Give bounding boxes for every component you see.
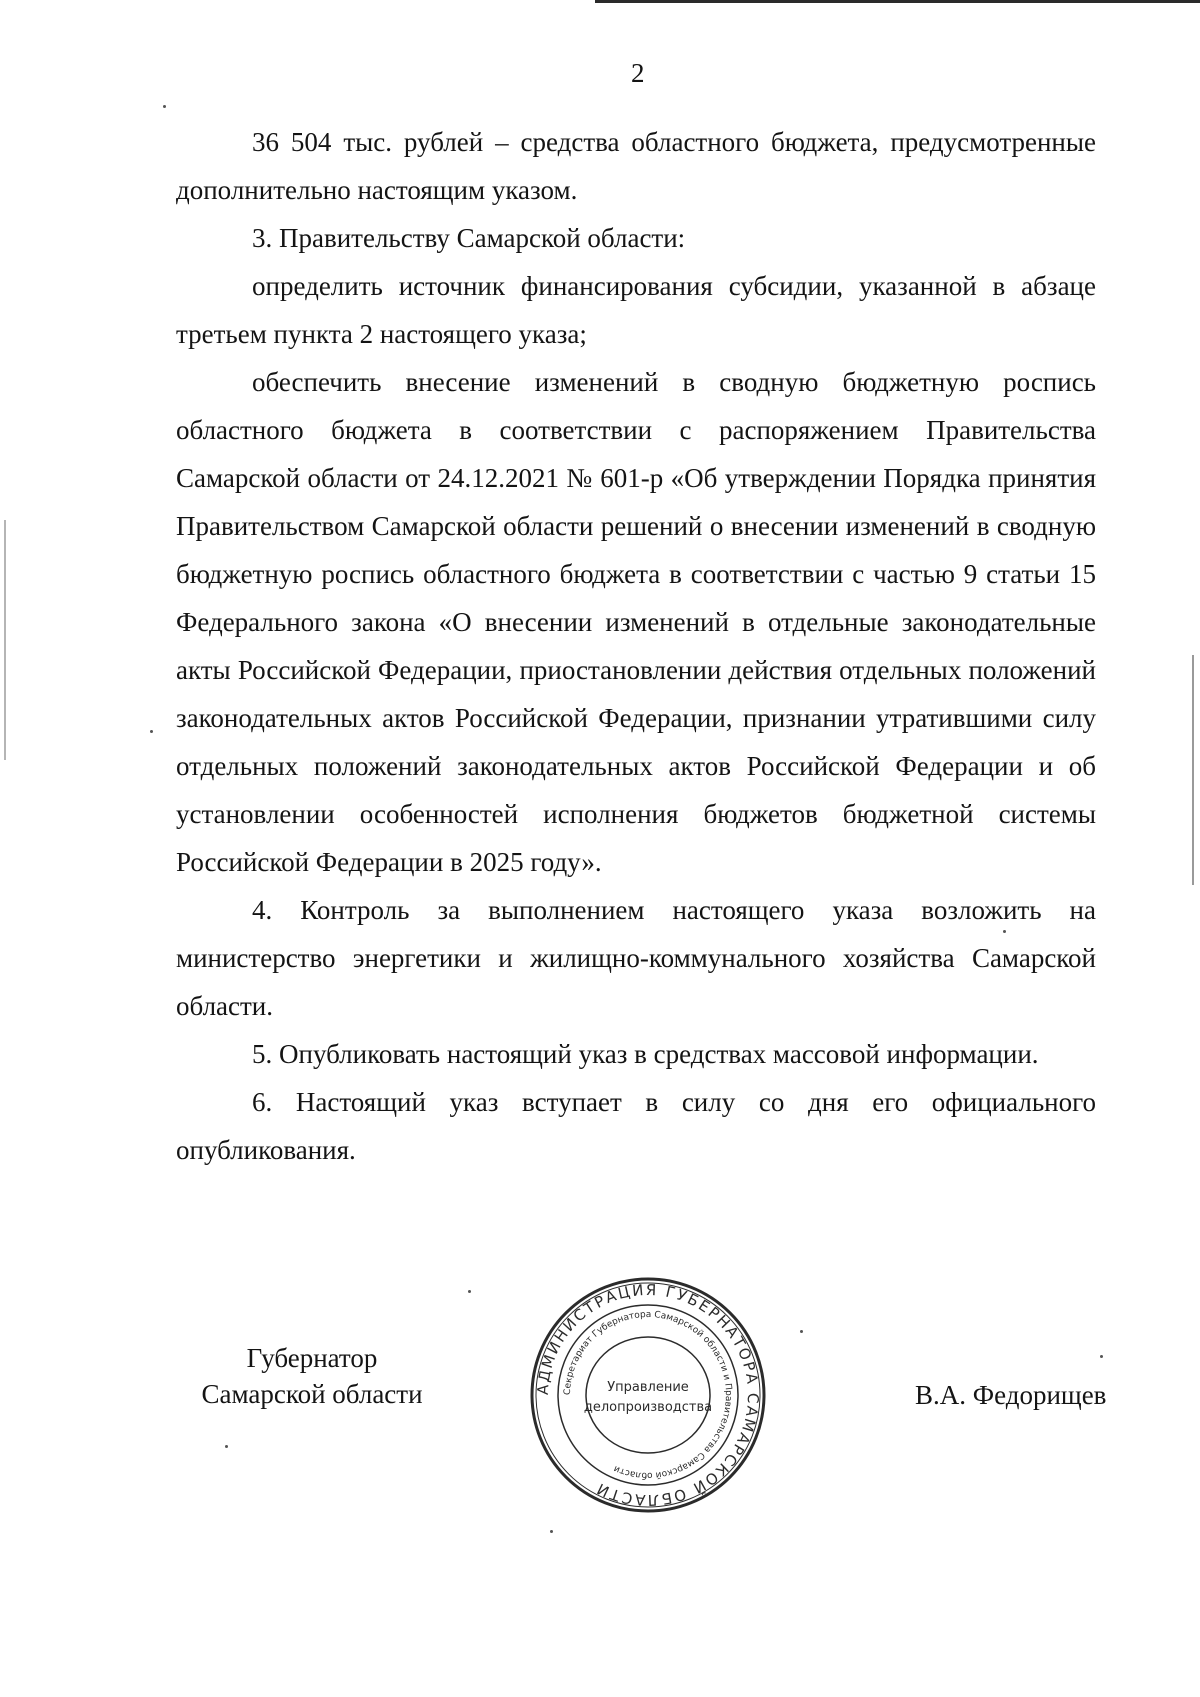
scan-edge-line-top [595, 0, 1200, 3]
page-number: 2 [631, 58, 645, 88]
scan-speck [225, 1445, 228, 1448]
scan-speck [163, 105, 166, 108]
signature-title [182, 1340, 442, 1412]
paragraph-item-5: 5. Опубликовать настоящий указ в средствах массовой информации. [252, 1039, 1039, 1069]
signature-title-line-1: Губернатор [246, 1343, 378, 1373]
seal-center-line-2: делопроизводства [583, 1400, 713, 1415]
scan-edge-line-right [1192, 655, 1194, 885]
scan-speck [1100, 1355, 1103, 1358]
seal-inner-text: Секретариат Губернатора Самарской области и Правительства Самарской области [562, 1309, 734, 1481]
scan-speck [800, 1330, 803, 1333]
paragraph-item-3: 3. Правительству Самарской области: [252, 223, 686, 253]
seal-middle-ring [558, 1305, 738, 1485]
signatory-name: В.А. Федорищев [915, 1380, 1107, 1410]
paragraph-item-4: 4. Контроль за выполнением настоящего указа возложить на министерство энергетики и жилищно-коммунального хозяйства Самарской области. [176, 895, 1096, 1021]
seal-outer-text: АДМИНИСТРАЦИЯ ГУБЕРНАТОРА САМАРСКОЙ ОБЛАСТИ [533, 1280, 763, 1510]
scan-edge-line-left [4, 520, 6, 760]
scan-speck [150, 730, 153, 733]
seal-center-line-1: Управление [607, 1380, 689, 1395]
paragraph-item-6: 6. Настоящий указ вступает в силу со дня его официального опубликования. [176, 1087, 1096, 1165]
official-seal [528, 1275, 768, 1515]
scan-speck [468, 1290, 471, 1293]
paragraph-funding-source: определить источник финансирования субсидии, указанной в абзаце третьем пункта 2 настоящего указа; [176, 271, 1096, 349]
signature-title-line-2: Самарской области [201, 1379, 423, 1409]
scan-speck [1003, 930, 1006, 933]
paragraph-budget-funds: 36 504 тыс. рублей – средства областного бюджета, предусмотренные дополнительно настоящим указом. [176, 127, 1096, 205]
paragraph-budget-changes: обеспечить внесение изменений в сводную бюджетную роспись областного бюджета в соответствии с распоряжением Правительства Самарской области от 24.12.2021 № 601-р «Об утверждении Порядка принятия Правительством Самарской области решений о внесении изменений в сводную бюджетную роспись областного бюджета в соответствии с частью 9 статьи 15 Федерального закона «О внесении изменений в отдельные законодательные акты Российской Федерации, приостановлении действия отдельных положений законодательных актов Российской Федерации, признании утратившими силу отдельных положений законодательных актов Российской Федерации и об установлении особенностей исполнения бюджетов бюджетной системы Российской Федерации в 2025 году». [176, 367, 1096, 877]
body-text [176, 118, 1096, 1174]
scan-speck [550, 1530, 553, 1533]
